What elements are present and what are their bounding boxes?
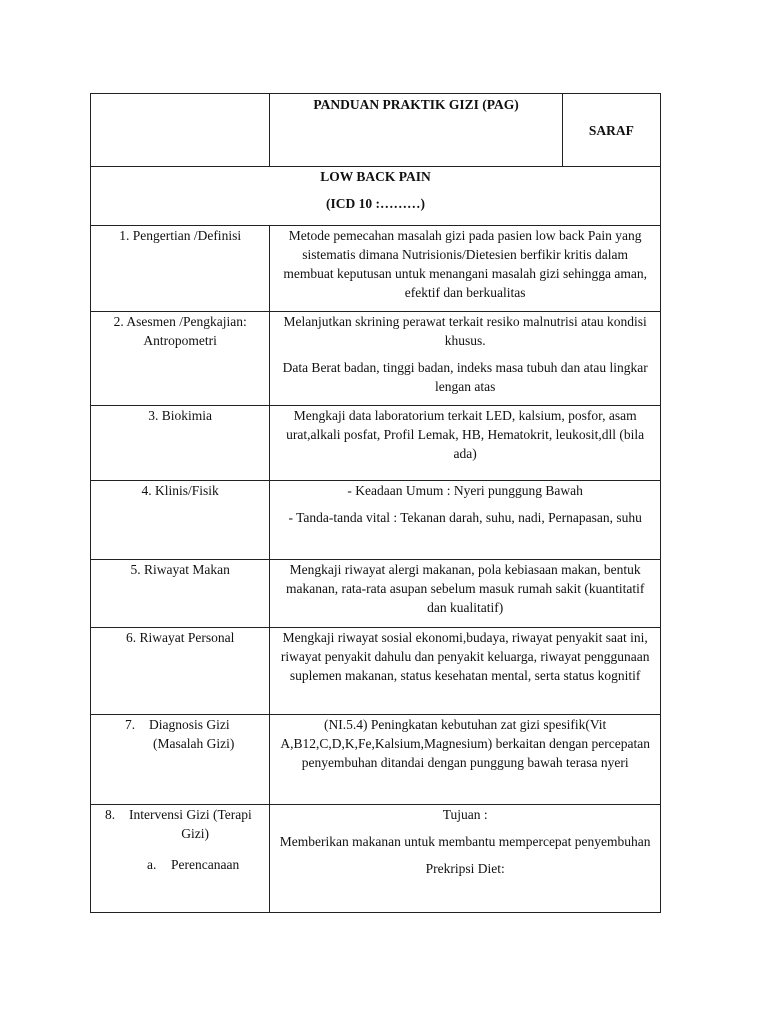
row-label: 1. Pengertian /Definisi xyxy=(91,226,270,312)
row-content xyxy=(270,312,661,406)
icd-code: (ICD 10 :………) xyxy=(326,196,425,211)
row-label: Intervensi Gizi (Terapi xyxy=(129,807,252,822)
table-row xyxy=(91,312,661,406)
table-row xyxy=(91,481,661,560)
sub-list-number: a. xyxy=(147,857,157,872)
pag-table xyxy=(90,93,661,913)
table-row xyxy=(91,406,661,481)
row-content xyxy=(270,628,661,715)
row-content xyxy=(270,406,661,481)
category-label: SARAF xyxy=(588,122,634,138)
table-row xyxy=(91,715,661,805)
row-text: Mengkaji riwayat alergi makanan, pola kebiasaan makan, bentuk makanan, rata-rata asupan sebelum masuk rumah sakit (kuantitatif dan kualitatif) xyxy=(285,562,645,615)
row-content xyxy=(270,805,661,913)
row-text: Prekripsi Diet: xyxy=(425,861,505,876)
row-label: 2. Asesmen /Pengkajian: Antropometri xyxy=(91,312,270,406)
row-content xyxy=(270,226,661,312)
topic-name: LOW BACK PAIN xyxy=(320,169,431,184)
row-text: Mengkaji data laboratorium terkait LED, kalsium, posfor, asam urat,alkali posfat, Profil Lemak, HB, Hematokrit, leukosit,dll (bila ada) xyxy=(286,408,645,461)
document-title: PANDUAN PRAKTIK GIZI (PAG) xyxy=(313,97,519,112)
topic-row xyxy=(91,167,661,226)
row-text: Memberikan makanan untuk membantu mempercepat penyembuhan xyxy=(279,834,651,849)
row-text: (NI.5.4) Peningkatan kebutuhan zat gizi spesifik(Vit A,B12,C,D,K,Fe,Kalsium,Magnesium) berkaitan dengan percepatan penyembuhan ditandai dengan punggung bawah terasa nyeri xyxy=(280,717,650,770)
row-text: - Tanda-tanda vital : Tekanan darah, suhu, nadi, Pernapasan, suhu xyxy=(288,510,642,525)
table-row xyxy=(91,805,661,913)
logo-cell-empty xyxy=(91,94,270,167)
list-number: 7. xyxy=(125,717,136,732)
header-row xyxy=(91,94,661,167)
row-label: 5. Riwayat Makan xyxy=(91,560,270,628)
sub-label: Perencanaan xyxy=(171,857,240,872)
row-label-sub: Gizi) xyxy=(181,826,210,841)
row-text: Tujuan : xyxy=(442,807,488,822)
topic-cell xyxy=(91,167,661,226)
row-text: Melanjutkan skrining perawat terkait resiko malnutrisi atau kondisi khusus. xyxy=(283,314,647,348)
row-content xyxy=(270,715,661,805)
row-label-sub: (Masalah Gizi) xyxy=(153,736,235,751)
row-label: Diagnosis Gizi xyxy=(149,717,230,732)
row-label: 3. Biokimia xyxy=(91,406,270,481)
document-title-cell xyxy=(270,94,563,167)
row-text: Data Berat badan, tinggi badan, indeks masa tubuh dan atau lingkar lengan atas xyxy=(282,360,648,394)
row-text: Metode pemecahan masalah gizi pada pasien low back Pain yang sistematis dimana Nutrisionis/Dietesien berfikir kritis dalam membuat keputusan untuk menangani masalah gizi sehingga aman, efektif dan berkualitas xyxy=(283,228,647,300)
category-cell xyxy=(562,94,660,167)
table-row xyxy=(91,226,661,312)
table-row xyxy=(91,560,661,628)
table-row xyxy=(91,628,661,715)
row-text: Mengkaji riwayat sosial ekonomi,budaya, riwayat penyakit saat ini, riwayat penyakit dahulu dan penyakit keluarga, riwayat penggunaan suplemen makanan, status kesehatan mental, serta status kognitif xyxy=(280,630,650,683)
list-number: 8. xyxy=(105,807,116,822)
row-label-cell xyxy=(91,805,270,913)
row-label-cell xyxy=(91,715,270,805)
row-label: 4. Klinis/Fisik xyxy=(91,481,270,560)
row-text: - Keadaan Umum : Nyeri punggung Bawah xyxy=(347,483,583,498)
row-content xyxy=(270,560,661,628)
row-label: 6. Riwayat Personal xyxy=(91,628,270,715)
row-content xyxy=(270,481,661,560)
